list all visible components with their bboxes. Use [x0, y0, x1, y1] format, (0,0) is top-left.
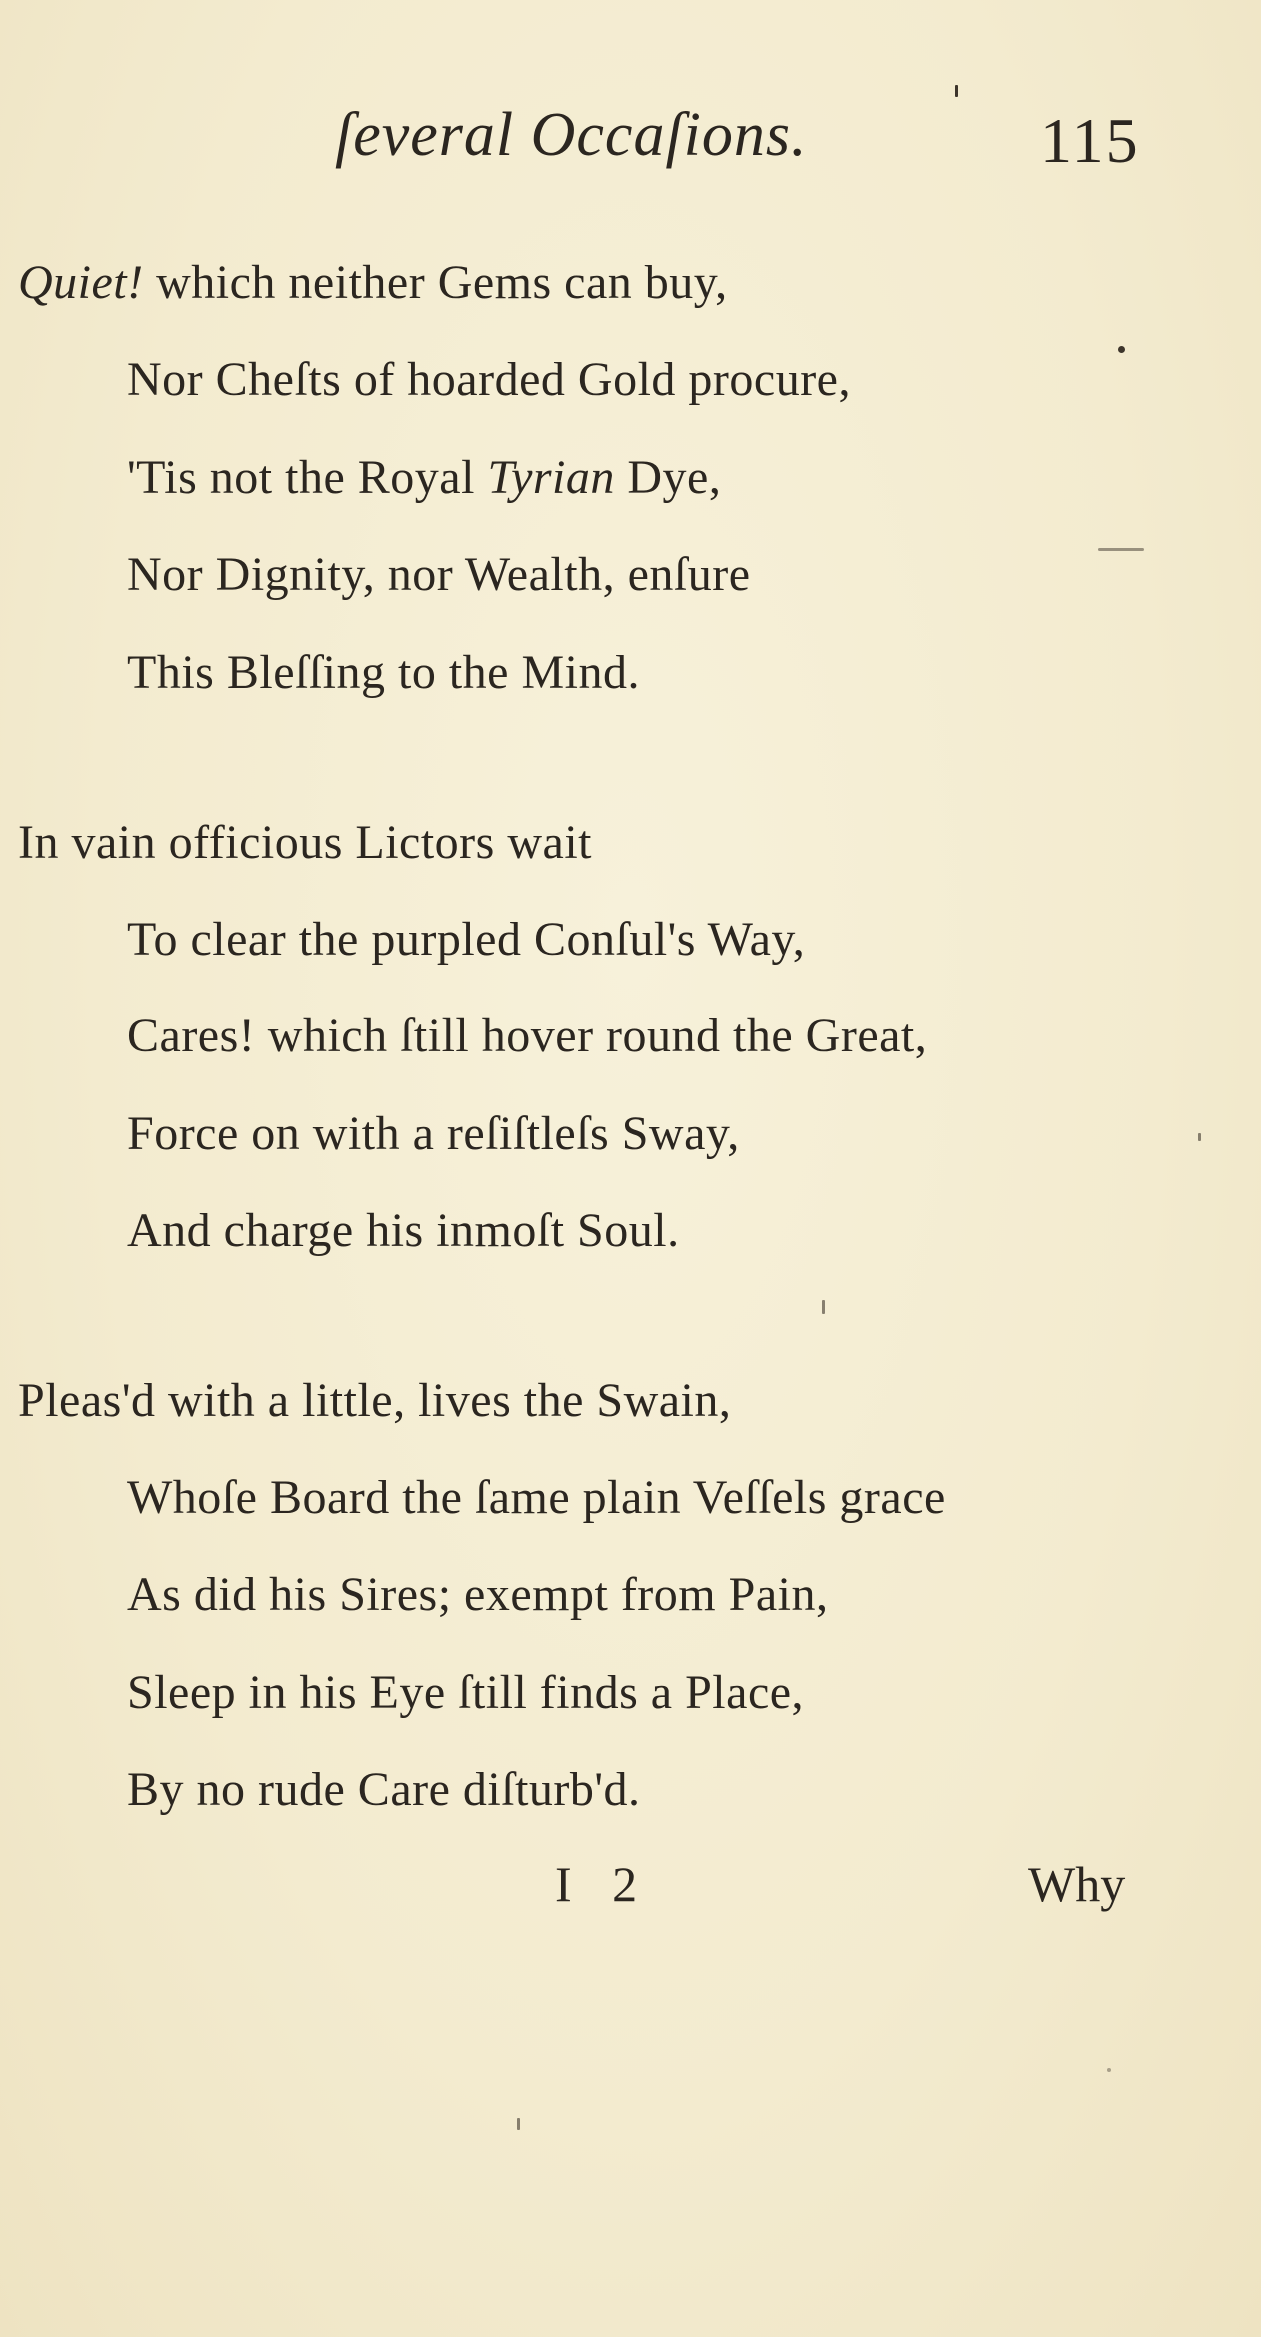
ink-speck — [1107, 2068, 1111, 2072]
ink-speck — [517, 2118, 520, 2130]
page-number: 115 — [1040, 105, 1140, 176]
verse-line: Whoſe Board the ſame plain Veſſels grace — [127, 1471, 946, 1524]
running-title: ſeveral Occaſions. — [335, 101, 808, 169]
verse-line: Cares! which ſtill hover round the Great, — [127, 1009, 928, 1062]
verse-line: As did his Sires; exempt from Pain, — [127, 1568, 829, 1621]
verse-line — [127, 450, 721, 505]
catchword: Why — [1028, 1856, 1126, 1912]
verse-line — [18, 255, 728, 310]
verse-line: Nor Dignity, nor Wealth, enſure — [127, 548, 751, 601]
verse-line: This Bleſſing to the Mind. — [127, 646, 640, 699]
ink-speck — [1198, 1133, 1201, 1141]
signature-mark: I 2 — [555, 1856, 652, 1912]
verse-lead-word: Quiet! — [18, 256, 144, 309]
verse-line: To clear the purpled Conſul's Way, — [127, 913, 806, 966]
verse-line: Sleep in his Eye ſtill finds a Place, — [127, 1666, 805, 1719]
verse-line: Nor Cheſts of hoarded Gold procure, — [127, 353, 851, 406]
verse-line: Pleas'd with a little, lives the Swain, — [18, 1374, 732, 1427]
verse-line: Force on with a reſiſtleſs Sway, — [127, 1107, 740, 1160]
verse-text: Dye, — [614, 451, 722, 504]
ink-speck — [1098, 548, 1144, 551]
verse-text: 'Tis not the Royal — [127, 451, 488, 504]
verse-italic-word: Tyrian — [487, 451, 615, 504]
ink-speck — [822, 1300, 825, 1314]
verse-text: which neither Gems can buy, — [143, 256, 728, 309]
ink-speck — [955, 85, 958, 97]
verse-line: And charge his inmoſt Soul. — [127, 1204, 680, 1257]
ink-speck — [1118, 346, 1125, 353]
verse-line: In vain officious Lictors wait — [18, 816, 592, 869]
verse-line: By no rude Care diſturb'd. — [127, 1763, 641, 1816]
